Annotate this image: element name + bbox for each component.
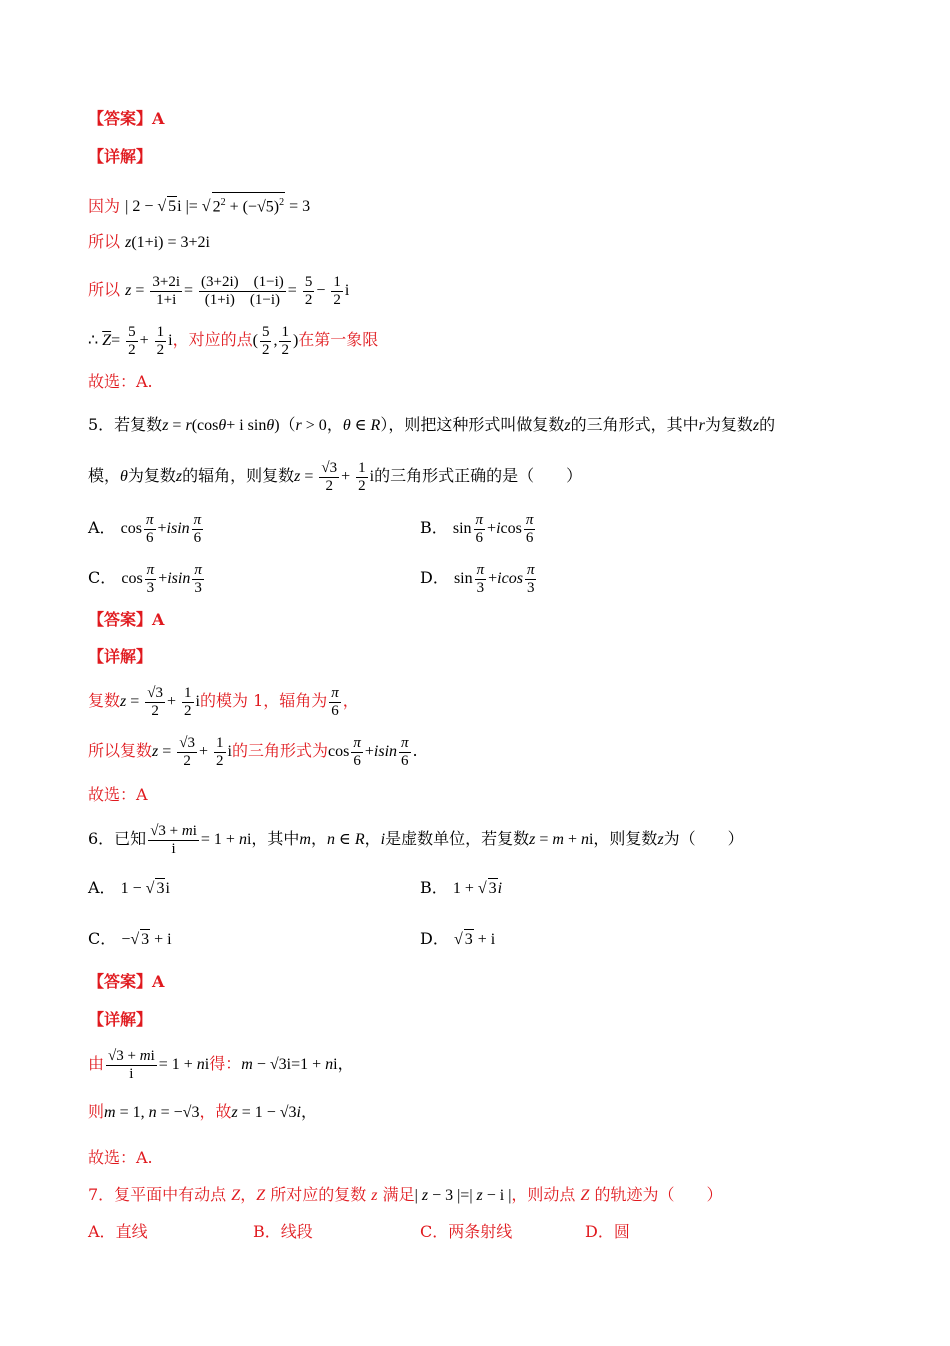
step-text: . [412,741,418,760]
stem-text: ，其中 [251,829,300,848]
step-text: ，故 [199,1102,232,1121]
step-text: 的模为 1，辐角为 [200,691,328,710]
option-letter: C． [420,1222,449,1241]
q4-step2 [88,232,210,253]
option-text: 圆 [613,1222,630,1241]
math-expr: z = $\frac{√3}{2}$ + $\frac{1}{2}$ i [120,684,200,719]
math-expr: cos $\frac{\pi}{6}$ +isin $\frac{\pi}{6}$ [328,734,409,769]
math-expr: $\frac{\pi}{6}$ [331,684,339,719]
stem-text: 为复数 [127,466,176,485]
math-expr: m = 1, n = −√3 [104,1104,200,1121]
stem-text: 为（ ） [663,829,744,848]
math-expr: m [299,831,311,848]
math-expr: z [752,417,760,434]
answer-label: 【答案】 [88,109,153,128]
math-expr: | 2 − √ 5i |= √ $2^2 + (-√5)^2 = 3$ [125,198,310,215]
q4-conclusion: 故选：A. [88,372,153,391]
q6-answer [88,972,164,992]
math-expr: z [564,417,571,434]
stem-text: （ [279,415,296,434]
stem-text: ，则复数 [593,829,658,848]
math-expr: Z [231,1187,241,1204]
option-letter: C． [88,929,117,948]
stem-text: 的 [759,415,776,434]
stem-text: 的辐角，则复数 [182,466,295,485]
q7-option-b[interactable] [253,1222,313,1242]
option-text: 线段 [280,1222,313,1241]
q6-option-d[interactable] [420,929,495,950]
step-prefix: 则 [88,1102,105,1121]
stem-text: 的三角形式正确的是（ ） [374,466,583,485]
q6-option-b[interactable] [420,878,502,899]
step-text: ， [337,1054,354,1073]
step-text: ， [300,1102,317,1121]
q6-step2 [88,1102,317,1123]
q5-step1 [88,680,359,722]
math-expr: z = 1 − √3i [231,1104,301,1121]
stem-text: ， [326,415,343,434]
math-expr: z [657,831,664,848]
option-letter: D． [420,929,449,948]
q4-step3 [88,270,349,310]
option-text: 直线 [115,1222,148,1241]
step-text: ， [342,691,359,710]
q4-detail-label: 【详解】 [88,147,153,166]
answer-label: 【答案】 [88,972,153,991]
q5-option-d[interactable] [420,558,538,598]
option-text: 两条射线 [448,1222,513,1241]
math-expr: z(1+i) = 3+2i [125,234,210,251]
answer-label: 【答案】 [88,610,153,629]
q7-option-a[interactable] [88,1222,148,1242]
option-letter: B． [420,878,448,897]
option-expr: −√ 3 + i [121,931,172,948]
step-prefix: 所以 [88,280,121,299]
q6-option-c[interactable] [88,929,172,950]
math-expr: z = $\frac{√3}{2}$ + $\frac{1}{2}$ i [294,459,375,494]
option-expr: cos $\frac{\pi}{3}$ +isin $\frac{\pi}{3}$ [121,561,202,596]
math-expr: z [175,468,183,485]
answer-value: A [152,972,165,991]
stem-text: ，则动点 [511,1185,581,1204]
q6-option-a[interactable] [88,878,170,899]
step-prefix: 复数 [88,691,121,710]
stem-text: 是虚数单位，若复数 [385,829,530,848]
option-letter: A． [88,518,116,537]
step-text: 的三角形式为 [232,741,329,760]
step-prefix: 由 [88,1054,105,1073]
q5-step2 [88,730,418,772]
q4-step1 [88,192,310,217]
option-expr: cos $\frac{\pi}{6}$ +isin $\frac{\pi}{6}$ [120,511,202,546]
stem-text: 满足 [377,1185,415,1204]
q5-stem-line2 [88,455,582,497]
math-expr: r [698,417,705,434]
point-text: ，对应的点 [172,330,253,349]
math-expr: z = r(cosθ+ i sinθ) [162,417,280,434]
math-expr: $\frac{√3 + mi}{i}$ = 1 + ni [108,1047,210,1082]
math-expr: ∴ $\overline{Z}=$ $\frac{5}{2}$ + $\frac{1}{2}$ i [88,323,173,358]
q4-answer [88,109,164,129]
q5-stem-line1 [88,415,775,436]
stem-text: 5．若复数 [88,415,163,434]
q6-detail-label: 【详解】 [88,1010,153,1029]
q6-stem [88,818,744,860]
math-expr: i [380,831,386,848]
step-prefix: 因为 [88,196,121,216]
math-expr: z = m + ni [529,831,594,848]
stem-text: 所对应的复数 [265,1185,372,1204]
math-expr: θ ∈ R [342,417,381,434]
stem-text: ， [364,829,381,848]
stem-text: 模， [88,466,121,485]
q5-option-a[interactable] [88,508,205,548]
q7-stem [88,1185,723,1206]
stem-text: 7．复平面中有动点 [88,1185,232,1204]
math-expr: m − √3i=1 + ni [241,1056,338,1073]
stem-text: 为复数 [704,415,753,434]
answer-value: A [152,109,165,128]
option-letter: C． [88,568,117,587]
q6-step1 [88,1043,354,1085]
stem-text: 的三角形式，其中 [570,415,699,434]
q5-detail-label: 【详解】 [88,647,153,666]
option-letter: B． [253,1222,281,1241]
option-letter: A． [88,878,116,897]
math-expr: Z [580,1187,590,1204]
math-expr: r > 0 [295,417,327,434]
option-letter: D． [420,568,449,587]
math-expr: | z − 3 |=| z − i | [414,1187,512,1204]
math-expr: z = $\frac{3+2i}{1+i}$ = $\frac{(3+2i) (1-i)}{(1+i) (1-i)}$ = $\frac{5}{2}$ − $\frac{1}{2}$ i [125,273,350,308]
option-expr: 1 + √ 3i [452,880,503,897]
stem-text: ），则把这种形式叫做复数 [380,415,565,434]
option-letter: B． [420,518,448,537]
math-expr: z [371,1187,378,1204]
q5-option-b[interactable] [420,508,537,548]
q5-option-c[interactable] [88,558,206,598]
q6-conclusion: 故选：A. [88,1148,153,1167]
math-expr: n ∈ R [327,831,365,848]
q5-answer [88,610,164,630]
option-expr: 1 − √ 3i [120,880,170,897]
stem-text: 的轨迹为（ ） [589,1185,723,1204]
math-expr: $\frac{√3 + mi}{i}$ = 1 + ni [150,822,252,857]
option-expr: √ 3 + i [453,931,496,948]
math-expr: Z [256,1187,266,1204]
option-letter: A． [88,1222,116,1241]
quadrant-text: 在第一象限 [298,330,379,349]
q5-conclusion: 故选：A [88,785,148,804]
point-expr: ( $\frac{5}{2}$ , $\frac{1}{2}$ ) [252,323,299,358]
step-prefix: 所以复数 [88,741,153,760]
option-expr: sin $\frac{\pi}{6}$ +icos $\frac{\pi}{6}$ [452,511,534,546]
math-expr: z = $\frac{√3}{2}$ + $\frac{1}{2}$ i [152,734,232,769]
stem-text: ， [310,829,327,848]
stem-text: 6．已知 [88,829,147,848]
q7-option-d[interactable] [585,1222,630,1242]
option-expr: sin $\frac{\pi}{3}$ +icos $\frac{\pi}{3}$ [453,561,535,596]
step-prefix: 所以 [88,232,121,251]
math-expr: θ [120,468,128,485]
stem-text: ， [240,1185,257,1204]
answer-value: A [152,610,165,629]
option-letter: D． [585,1222,614,1241]
q4-step4 [88,320,378,360]
q7-option-c[interactable] [420,1222,512,1242]
step-text: 得： [209,1054,242,1073]
